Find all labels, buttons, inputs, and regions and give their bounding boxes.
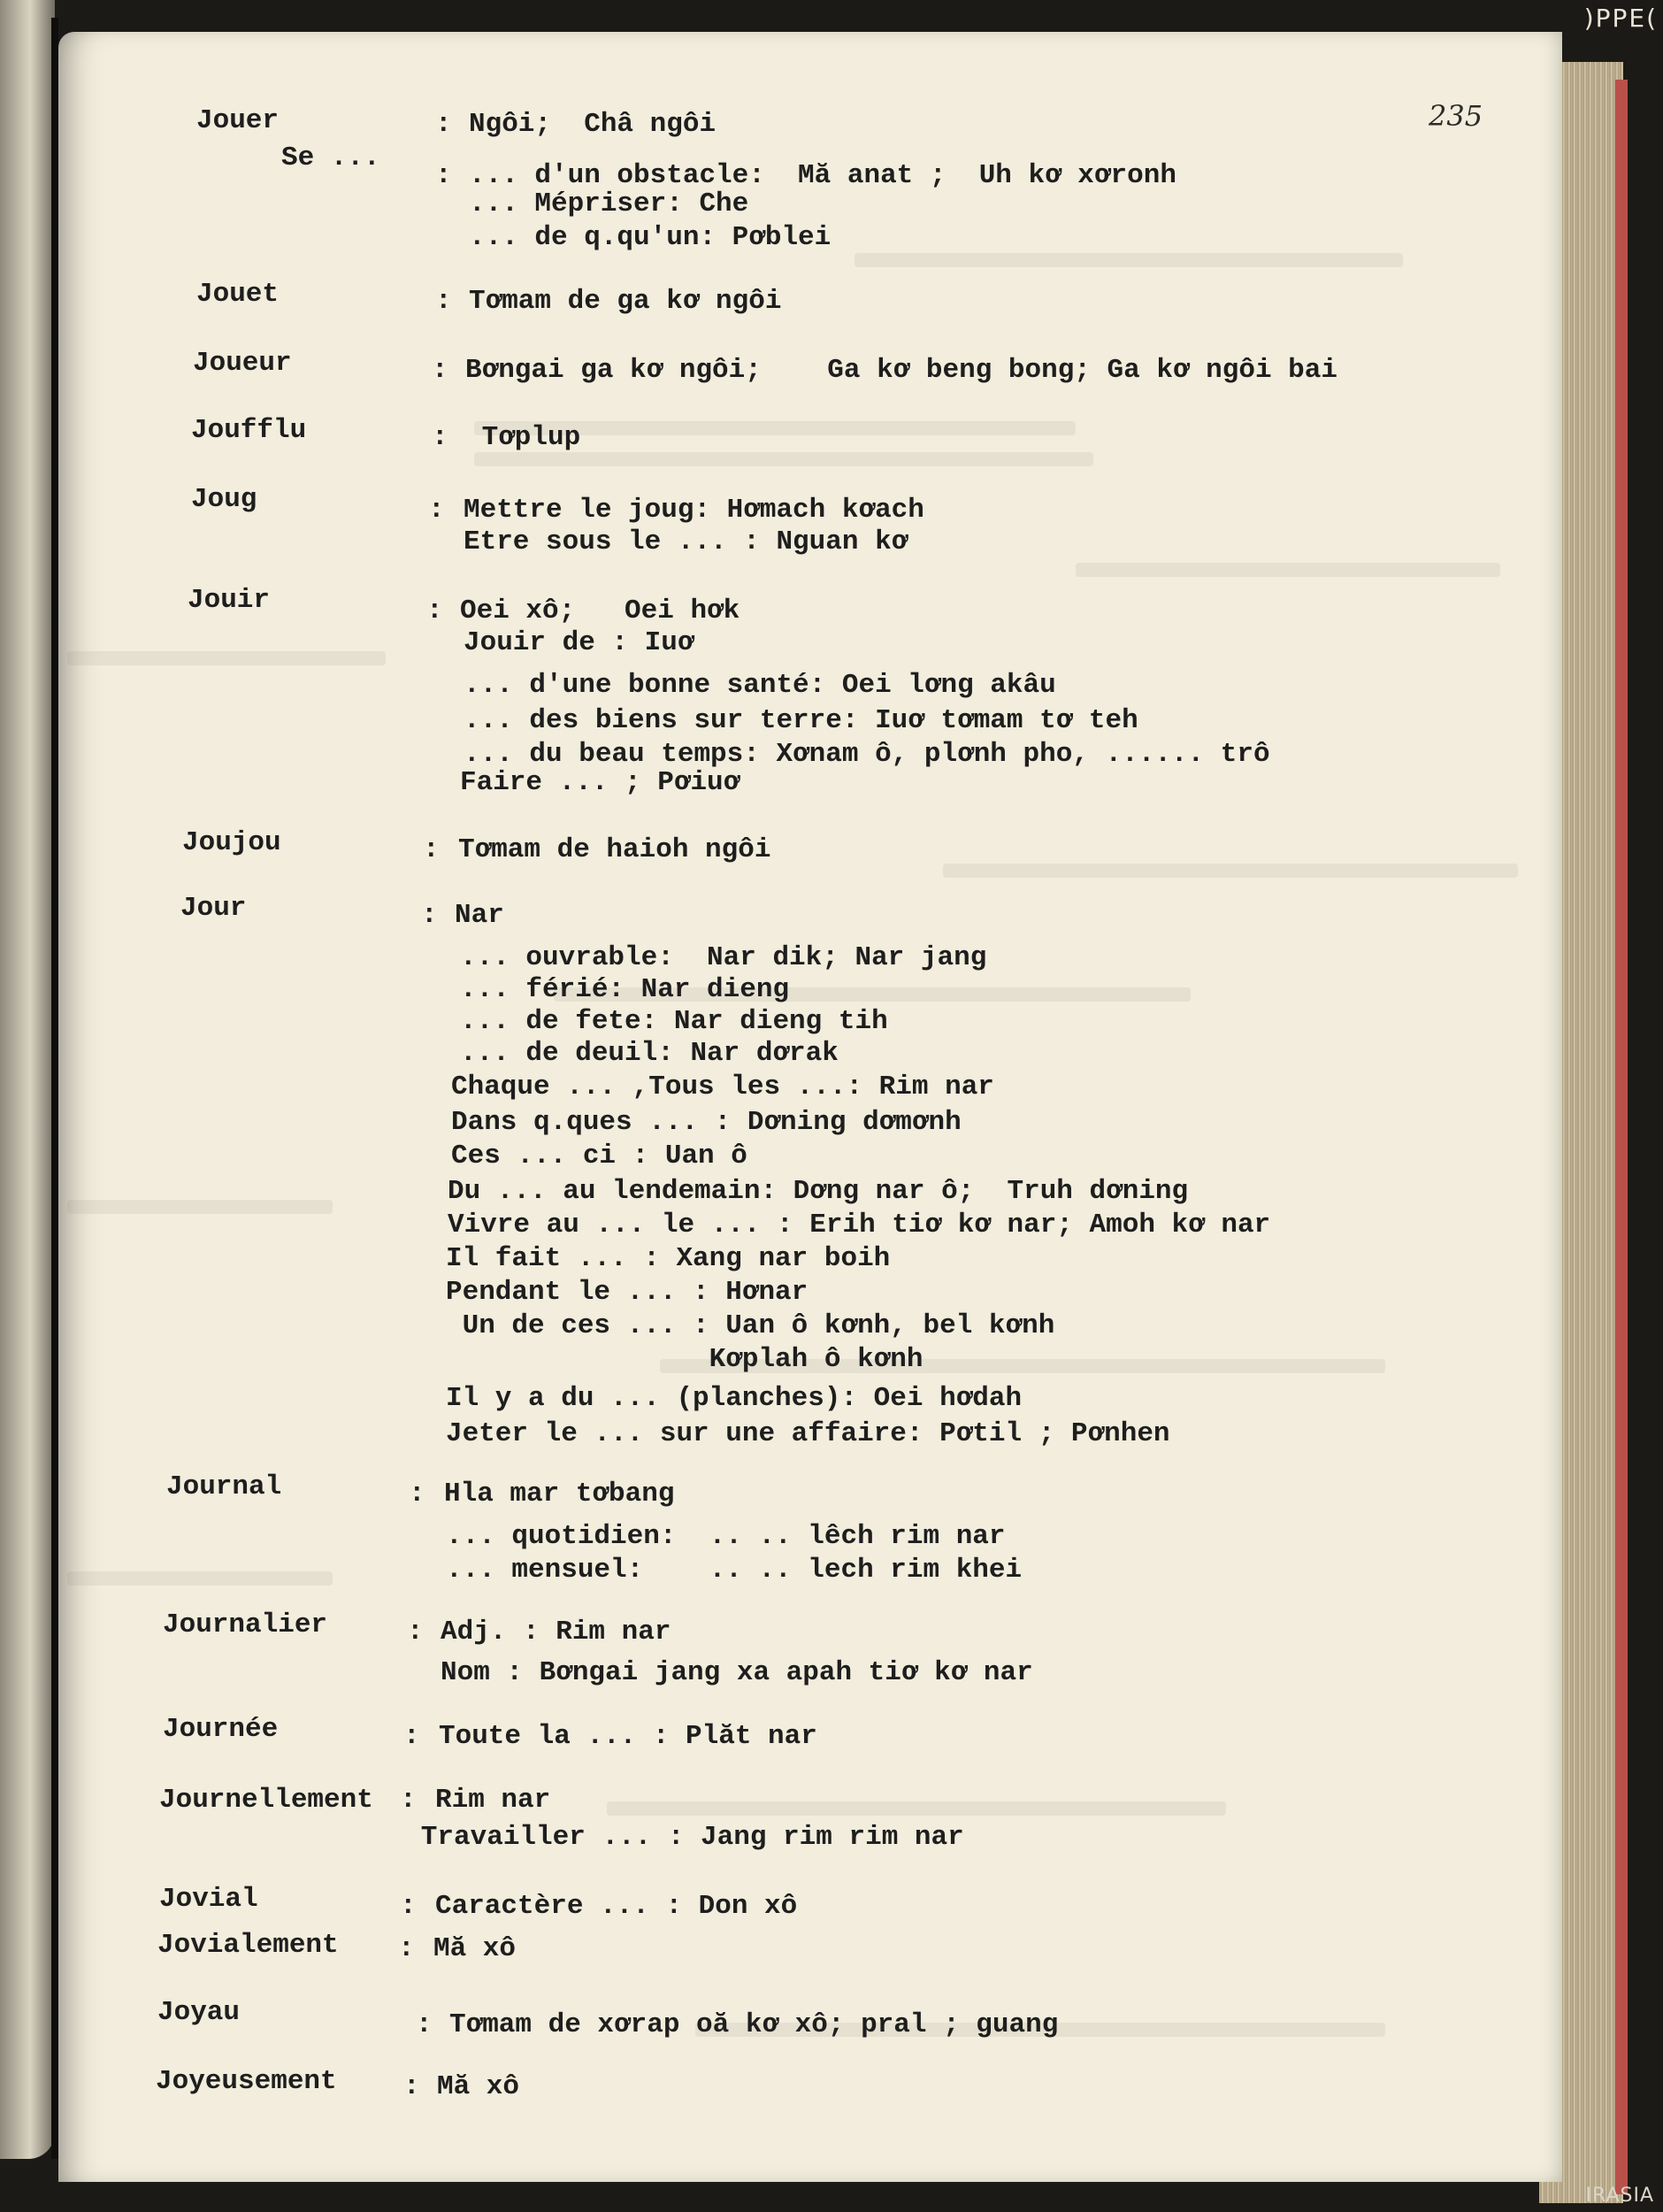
definition-line: ... d'une bonne santé: Oei lơng akâu bbox=[464, 670, 1056, 701]
colon: : bbox=[435, 286, 452, 317]
headword: Journalier bbox=[163, 1609, 328, 1640]
definition-line: Du ... au lendemain: Dơng nar ô; Truh dơning bbox=[448, 1176, 1189, 1207]
definition-line: Rim nar bbox=[435, 1785, 551, 1816]
sub-headword: Se ... bbox=[281, 142, 380, 173]
definition-line: Kơplah ô kơnh bbox=[446, 1344, 923, 1375]
definition-line: Hla mar tơbang bbox=[444, 1479, 675, 1509]
definition-line: Bơngai ga kơ ngôi; Ga kơ beng bong; Ga kơ ngôi bai bbox=[465, 355, 1337, 386]
top-label: )PPE( bbox=[1583, 4, 1658, 33]
definition-line: Mettre le joug: Hơmach kơach bbox=[464, 495, 924, 526]
headword: Jouer bbox=[196, 105, 280, 136]
definition-line: Dans q.ques ... : Dơning dơmơnh bbox=[451, 1107, 962, 1138]
definition-line: Toute la ... : Plăt nar bbox=[439, 1721, 817, 1752]
definition-line: Jeter le ... sur une affaire: Pơtil ; Pơnhen bbox=[446, 1418, 1170, 1449]
definition-line: Tơmam de xơrap oă kơ xô; pral ; guang bbox=[449, 2009, 1059, 2040]
definition-line: Mă xô bbox=[433, 1933, 517, 1964]
headword: Jovialement bbox=[157, 1930, 339, 1961]
colon: : bbox=[400, 1891, 417, 1922]
definition-line: Faire ... ; Pơiuơ bbox=[460, 767, 740, 798]
definition-line: Oei xô; Oei hơk bbox=[460, 595, 740, 626]
definition-line: Travailler ... : Jang rim rim nar bbox=[372, 1822, 964, 1853]
headword: Joyau bbox=[157, 1997, 241, 2028]
headword: Joujou bbox=[182, 827, 281, 858]
colon: : bbox=[400, 1785, 417, 1816]
colon: : bbox=[416, 2009, 433, 2040]
colon: : bbox=[403, 2071, 420, 2102]
book-gutter bbox=[51, 18, 58, 2159]
definition-line: Jouir de : Iuơ bbox=[464, 627, 694, 658]
headword: Jovial bbox=[159, 1884, 258, 1915]
colon: : bbox=[435, 160, 452, 191]
colon: : bbox=[435, 109, 452, 140]
bleed-through bbox=[67, 1571, 333, 1586]
definition-line: ... d'un obstacle: Mă anat ; Uh kơ xơronh bbox=[469, 160, 1176, 191]
definition-line: Il y a du ... (planches): Oei hơdah bbox=[446, 1383, 1023, 1414]
headword: Jour bbox=[180, 893, 247, 924]
headword: Joueur bbox=[193, 348, 292, 379]
bleed-through bbox=[1076, 563, 1500, 577]
definition-line: ... quotidien: .. .. lêch rim nar bbox=[446, 1521, 1006, 1552]
page-number: 235 bbox=[1429, 99, 1483, 133]
definition-line: Tơmam de ga kơ ngôi bbox=[469, 286, 782, 317]
colon: : bbox=[421, 900, 438, 931]
definition-line: Il fait ... : Xang nar boih bbox=[446, 1243, 891, 1274]
colon: : bbox=[423, 834, 440, 865]
definition-line: Pendant le ... : Hơnar bbox=[446, 1277, 809, 1308]
definition-line: Vivre au ... le ... : Erih tiơ kơ nar; Amoh kơ nar bbox=[448, 1210, 1271, 1240]
headword: Jouet bbox=[196, 279, 280, 310]
definition-line: Un de ces ... : Uan ô kơnh, bel kơnh bbox=[446, 1310, 1055, 1341]
colon: : bbox=[407, 1617, 424, 1647]
watermark: IRASIA bbox=[1585, 2185, 1654, 2207]
colon: : bbox=[398, 1933, 415, 1964]
definition-line: Nom : Bơngai jang xa apah tiơ kơ nar bbox=[441, 1657, 1033, 1688]
definition-line: Mă xô bbox=[437, 2071, 520, 2102]
definition-line: ... du beau temps: Xơnam ô, plơnh pho, ...... trô bbox=[464, 739, 1270, 770]
headword: Jouir bbox=[188, 585, 271, 616]
headword: Joufflu bbox=[191, 415, 307, 446]
definition-line: ... des biens sur terre: Iuơ tơmam tơ teh bbox=[464, 705, 1138, 736]
colon: : bbox=[432, 422, 448, 453]
definition-line: ... de deuil: Nar dơrak bbox=[460, 1038, 839, 1069]
definition-line: Ngôi; Châ ngôi bbox=[469, 109, 717, 140]
definition-line: Nar bbox=[455, 900, 504, 931]
definition-line: ... de q.qu'un: Pơblei bbox=[469, 222, 832, 253]
bleed-through bbox=[854, 253, 1403, 267]
colon: : bbox=[403, 1721, 420, 1752]
bleed-through bbox=[607, 1801, 1226, 1816]
bleed-through bbox=[67, 651, 386, 665]
definition-line: Caractère ... : Don xô bbox=[435, 1891, 798, 1922]
definition-line: Tơplup bbox=[465, 422, 581, 453]
headword: Journal bbox=[166, 1471, 282, 1502]
definition-line: ... férié: Nar dieng bbox=[460, 974, 790, 1005]
definition-line: ... de fete: Nar dieng tih bbox=[460, 1006, 888, 1037]
definition-line: Chaque ... ,Tous les ...: Rim nar bbox=[451, 1071, 994, 1102]
definition-line: ... mensuel: .. .. lech rim khei bbox=[446, 1555, 1023, 1586]
colon: : bbox=[428, 495, 445, 526]
definition-line: ... ouvrable: Nar dik; Nar jang bbox=[460, 942, 987, 973]
colon: : bbox=[426, 595, 443, 626]
headword: Joug bbox=[191, 484, 257, 515]
bleed-through bbox=[67, 1200, 333, 1214]
left-page-edge bbox=[0, 0, 55, 2159]
headword: Joyeusement bbox=[156, 2066, 337, 2097]
headword: Journée bbox=[163, 1714, 279, 1745]
colon: : bbox=[432, 355, 448, 386]
definition-line: Adj. : Rim nar bbox=[441, 1617, 671, 1647]
definition-line: ... Mépriser: Che bbox=[469, 188, 749, 219]
definition-line: Ces ... ci : Uan ô bbox=[451, 1141, 747, 1171]
colon: : bbox=[409, 1479, 425, 1509]
definition-line: Tơmam de haioh ngôi bbox=[458, 834, 771, 865]
definition-line: Etre sous le ... : Nguan kơ bbox=[464, 526, 908, 557]
red-page-edge bbox=[1615, 80, 1628, 2194]
headword: Journellement bbox=[159, 1785, 373, 1816]
bleed-through bbox=[943, 864, 1518, 878]
